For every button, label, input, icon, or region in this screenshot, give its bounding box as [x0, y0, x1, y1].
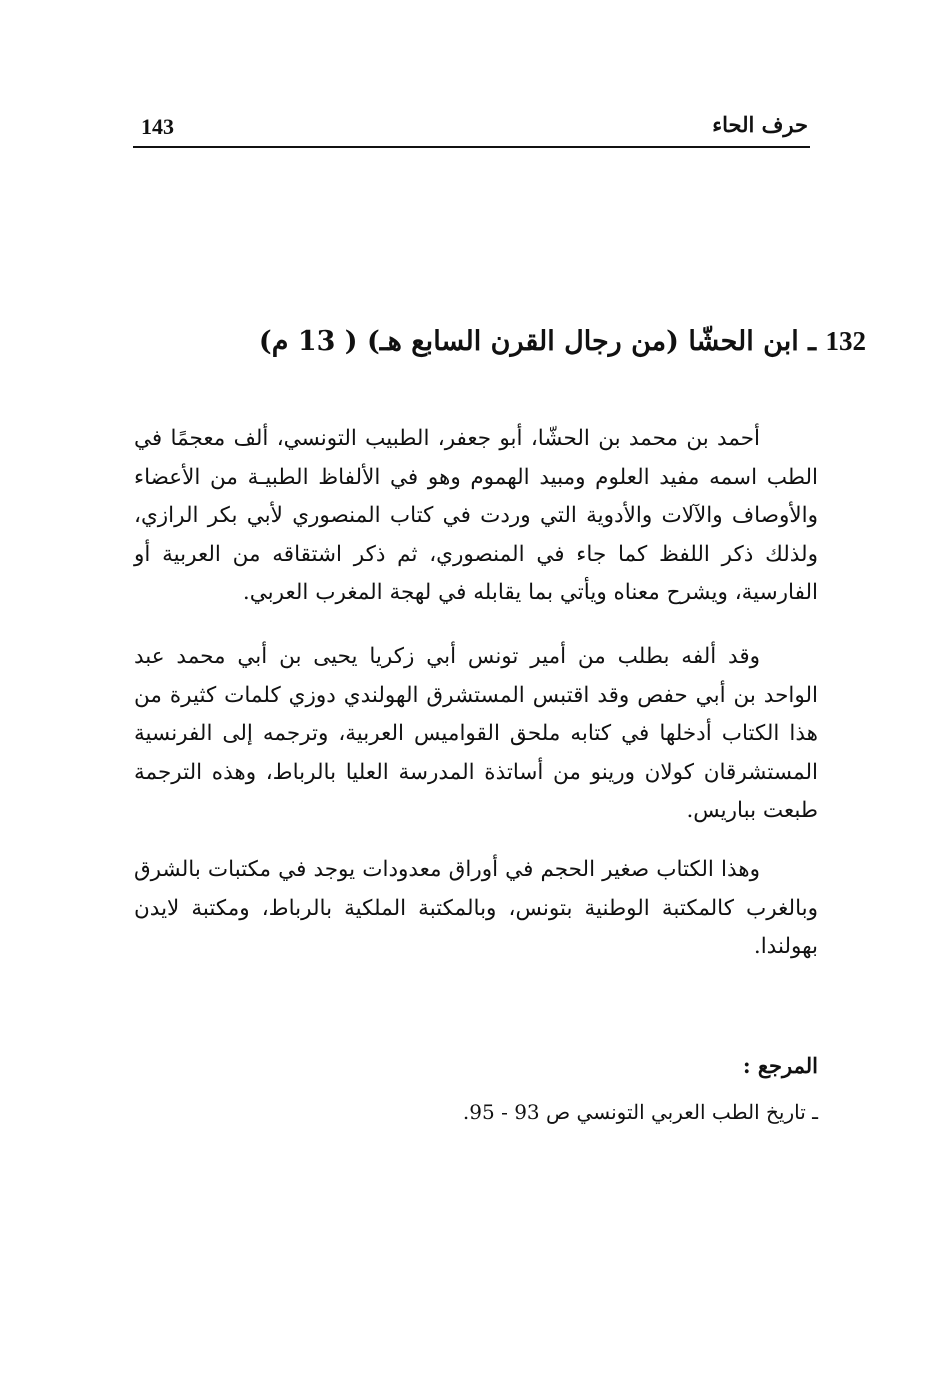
entry-heading: [258, 326, 866, 357]
chapter-title: حرف الحاء: [712, 112, 808, 137]
entry-dash: ـ: [808, 326, 817, 357]
body-paragraph-2: وقد ألفه بطلب من أمير تونس أبي زكريا يحيى بن أبي محمد عبد الواحد بن أبي حفص وقد اقتبس المستشرق الهولندي دوزي كلمات كثيرة من هذا الكتاب أدخلها في كتابه ملحق القواميس العربية، وترجمه إلى الفرنسية المستشرقان كولان ورينو من أساتذة المدرسة العليا بالرباط، وهذه الترجمة طبعت بباريس.: [134, 644, 818, 823]
body-paragraph-3: وهذا الكتاب صغير الحجم في أوراق معدودات يوجد في مكتبات بالشرق وبالغرب كالمكتبة الوطنية بتونس، وبالمكتبة الملكية بالرباط، ومكتبة لايدن بهولندا.: [134, 857, 818, 959]
running-header: [133, 108, 810, 148]
entry-name: ابن الحشّا: [688, 326, 799, 357]
body-paragraph-1: أحمد بن محمد بن الحشّا، أبو جعفر، الطبيب التونسي، ألف معجمًا في الطب اسمه مفيد العلوم ومبيد الهموم وهو في الألفاظ الطبيـة من الأعضاء والأوصاف والآلات والأدوية التي وردت في كتاب المنصوري لأبي بكر الرازي، ولذلك ذكر اللفظ كما جاء في المنصوري، ثم ذكر اشتقاقه من العربية أو الفارسية، ويشرح معناه ويأتي بما يقابله في لهجة المغرب العربي.: [134, 426, 818, 605]
entry-number: 132: [825, 326, 866, 356]
page-number: 143: [141, 114, 174, 139]
entry-period: (من رجال القرن السابع هـ) ( 13 م): [258, 326, 679, 357]
reference-item: ـ تاريخ الطب العربي التونسي ص 93 - 95.: [462, 1100, 818, 1124]
references-label: المرجع :: [742, 1053, 818, 1078]
